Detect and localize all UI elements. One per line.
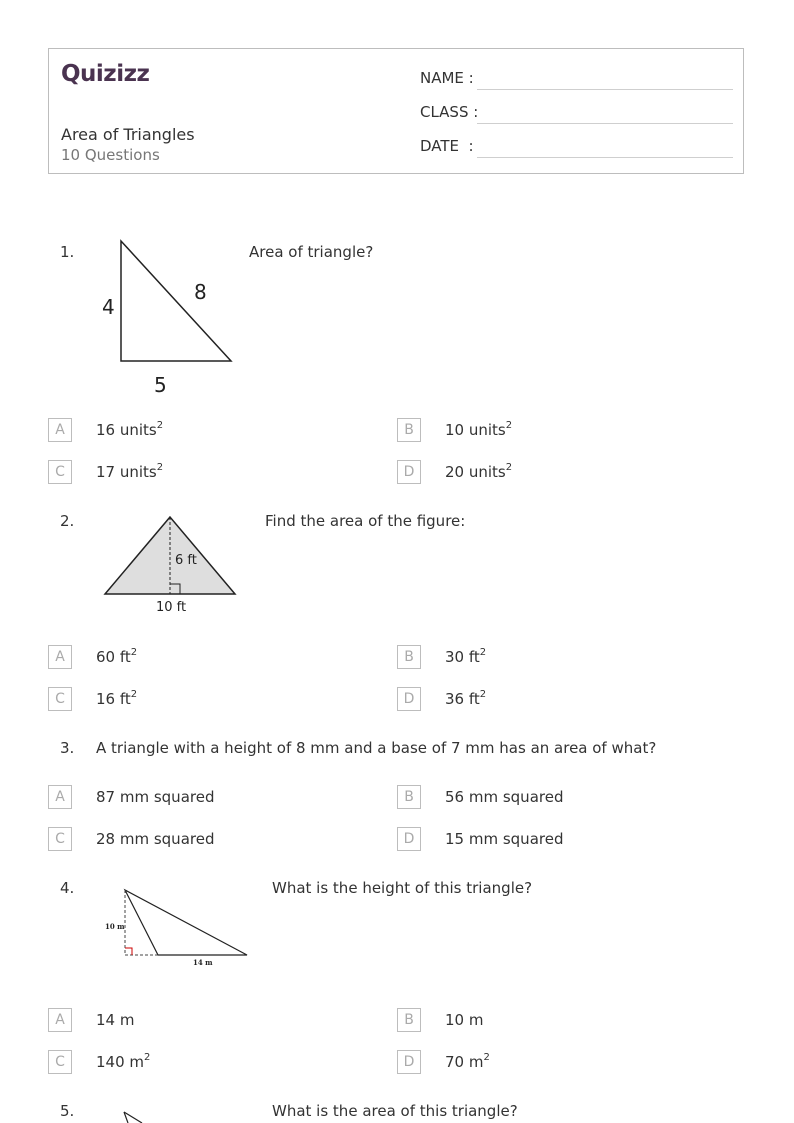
option-b-box[interactable]: B: [397, 785, 421, 809]
option-a-text: 16 units$^2$: [96, 420, 164, 439]
option-c-text: 140 $m^2$: [96, 1052, 151, 1071]
option-a-text: 60 $ft^2$: [96, 647, 138, 666]
figure-label: 10 ft: [156, 600, 187, 615]
question-count: 10 Questions: [61, 146, 160, 164]
option-c-text: 16 $ft^2$: [96, 689, 138, 708]
obtuse-triangle-figure: [100, 882, 250, 972]
question-text: Area of triangle?: [249, 243, 374, 261]
option-a-box[interactable]: A: [48, 1008, 72, 1032]
option-c-text: 17 units$^2$: [96, 462, 164, 481]
figure-label: 8: [194, 280, 207, 304]
name-line[interactable]: [477, 89, 733, 90]
option-d-text: 20 units$^2$: [445, 462, 513, 481]
option-c-text: 28 mm squared: [96, 830, 215, 848]
question-number: 1.: [60, 243, 75, 261]
figure-label: 4: [102, 295, 115, 319]
figure-label: 5: [154, 373, 167, 397]
triangle-figure-partial: [118, 1108, 158, 1123]
option-d-box[interactable]: D: [397, 687, 421, 711]
option-c-box[interactable]: C: [48, 827, 72, 851]
class-line[interactable]: [477, 123, 733, 124]
figure-label: 10 m: [105, 922, 125, 931]
worksheet-title: Area of Triangles: [61, 125, 195, 144]
option-b-box[interactable]: B: [397, 1008, 421, 1032]
right-triangle-figure: [88, 232, 248, 402]
option-d-box[interactable]: D: [397, 1050, 421, 1074]
date-line[interactable]: [477, 157, 733, 158]
question-number: 4.: [60, 879, 75, 897]
option-b-box[interactable]: B: [397, 645, 421, 669]
option-d-text: 70 $m^2$: [445, 1052, 490, 1071]
isosceles-triangle-figure: [100, 512, 240, 620]
option-d-text: 36 $ft^2$: [445, 689, 487, 708]
class-label: CLASS :: [420, 103, 479, 121]
option-c-box[interactable]: C: [48, 1050, 72, 1074]
option-a-box[interactable]: A: [48, 418, 72, 442]
question-text: Find the area of the figure:: [265, 512, 466, 530]
option-b-text: 10 units$^2$: [445, 420, 513, 439]
option-c-box[interactable]: C: [48, 687, 72, 711]
option-a-text: 87 mm squared: [96, 788, 215, 806]
option-d-box[interactable]: D: [397, 460, 421, 484]
worksheet-header: [48, 48, 744, 174]
option-a-box[interactable]: A: [48, 645, 72, 669]
question-number: 3.: [60, 739, 75, 757]
question-number: 2.: [60, 512, 75, 530]
option-b-text: 56 mm squared: [445, 788, 564, 806]
option-b-text: 30 $ft^2$: [445, 647, 487, 666]
quizizz-logo: Quizizz: [61, 61, 150, 87]
question-number: 5.: [60, 1102, 75, 1120]
option-b-box[interactable]: B: [397, 418, 421, 442]
question-text: What is the height of this triangle?: [272, 879, 533, 897]
option-a-box[interactable]: A: [48, 785, 72, 809]
date-label: DATE :: [420, 137, 474, 155]
figure-label: 6 ft: [175, 553, 197, 568]
option-d-box[interactable]: D: [397, 827, 421, 851]
option-d-text: 15 mm squared: [445, 830, 564, 848]
option-a-text: 14 m: [96, 1011, 135, 1029]
figure-label: 14 m: [193, 958, 213, 967]
option-c-box[interactable]: C: [48, 460, 72, 484]
name-label: NAME :: [420, 69, 474, 87]
question-text: What is the area of this triangle?: [272, 1102, 518, 1120]
question-text: A triangle with a height of 8 mm and a base of 7 mm has an area of what?: [96, 739, 657, 757]
option-b-text: 10 m: [445, 1011, 484, 1029]
